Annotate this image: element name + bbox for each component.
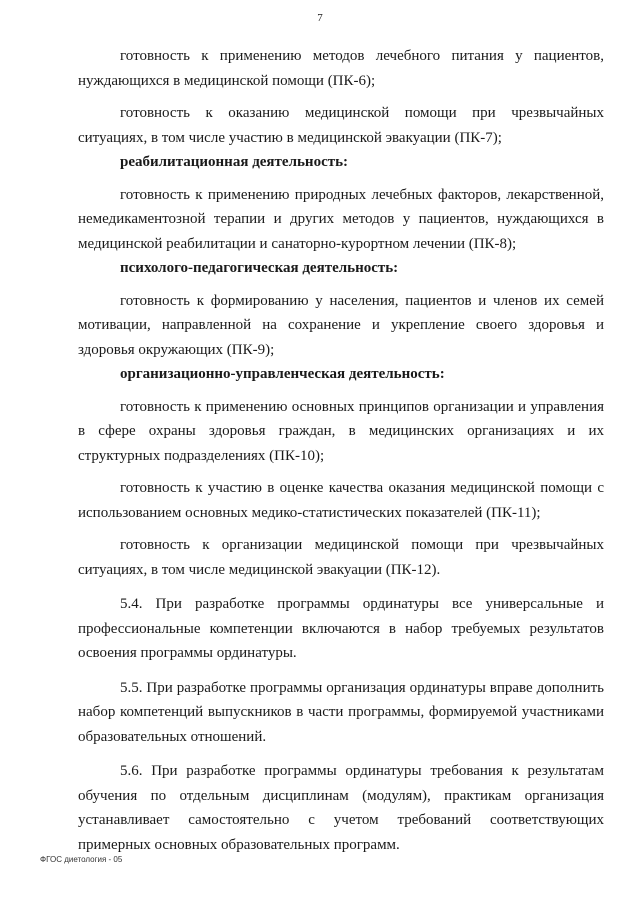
paragraph-5-4: 5.4. При разработке программы ординатуры все универсальные и профессиональные компетенции включаются в набор требуемых результатов освоения программы ординатуры. bbox=[78, 596, 604, 661]
paragraph-pk12: готовность к организации медицинской помощи при чрезвычайных ситуациях, в том числе медицинской эвакуации (ПК-12). bbox=[78, 537, 604, 578]
document-body bbox=[78, 44, 604, 857]
footer-doc-code: ФГОС диетология - 05 bbox=[40, 855, 123, 864]
heading-org-management: организационно-управленческая деятельность: bbox=[120, 366, 445, 382]
paragraph-pk10: готовность к применению основных принципов организации и управления в сфере охраны здоровья граждан, в медицинских организациях и их структурных подразделениях (ПК-10); bbox=[78, 398, 604, 464]
paragraph-pk11: готовность к участию в оценке качества оказания медицинской помощи с использованием основных медико-статистических показателей (ПК-11); bbox=[78, 480, 604, 521]
paragraph-pk6: готовность к применению методов лечебного питания у пациентов, нуждающихся в медицинской помощи (ПК-6); bbox=[78, 48, 604, 89]
page-number: 7 bbox=[317, 12, 323, 24]
paragraph-pk9: готовность к формированию у населения, пациентов и членов их семей мотивации, направленной на сохранение и укрепление своего здоровья и здоровья окружающих (ПК-9); bbox=[78, 292, 604, 358]
heading-rehabilitation: реабилитационная деятельность: bbox=[120, 154, 349, 170]
paragraph-5-5: 5.5. При разработке программы организация ординатуры вправе дополнить набор компетенций выпускников в части программы, формируемой участниками образовательных отношений. bbox=[78, 679, 604, 745]
paragraph-5-6: 5.6. При разработке программы ординатуры требования к результатам обучения по отдельным дисциплинам (модулям), практикам организация устанавливает самостоятельно с учетом требований соответствующих примерных основных образовательных программ. bbox=[78, 763, 604, 853]
paragraph-pk8: готовность к применению природных лечебных факторов, лекарственной, немедикаментозной терапии и других методов у пациентов, нуждающихся в медицинской реабилитации и санаторно-курортном лечении (ПК-8); bbox=[78, 186, 604, 252]
heading-psych-pedagogical: психолого-педагогическая деятельность: bbox=[120, 260, 399, 276]
paragraph-pk7: готовность к оказанию медицинской помощи при чрезвычайных ситуациях, в том числе участию в медицинской эвакуации (ПК-7); bbox=[78, 105, 604, 146]
